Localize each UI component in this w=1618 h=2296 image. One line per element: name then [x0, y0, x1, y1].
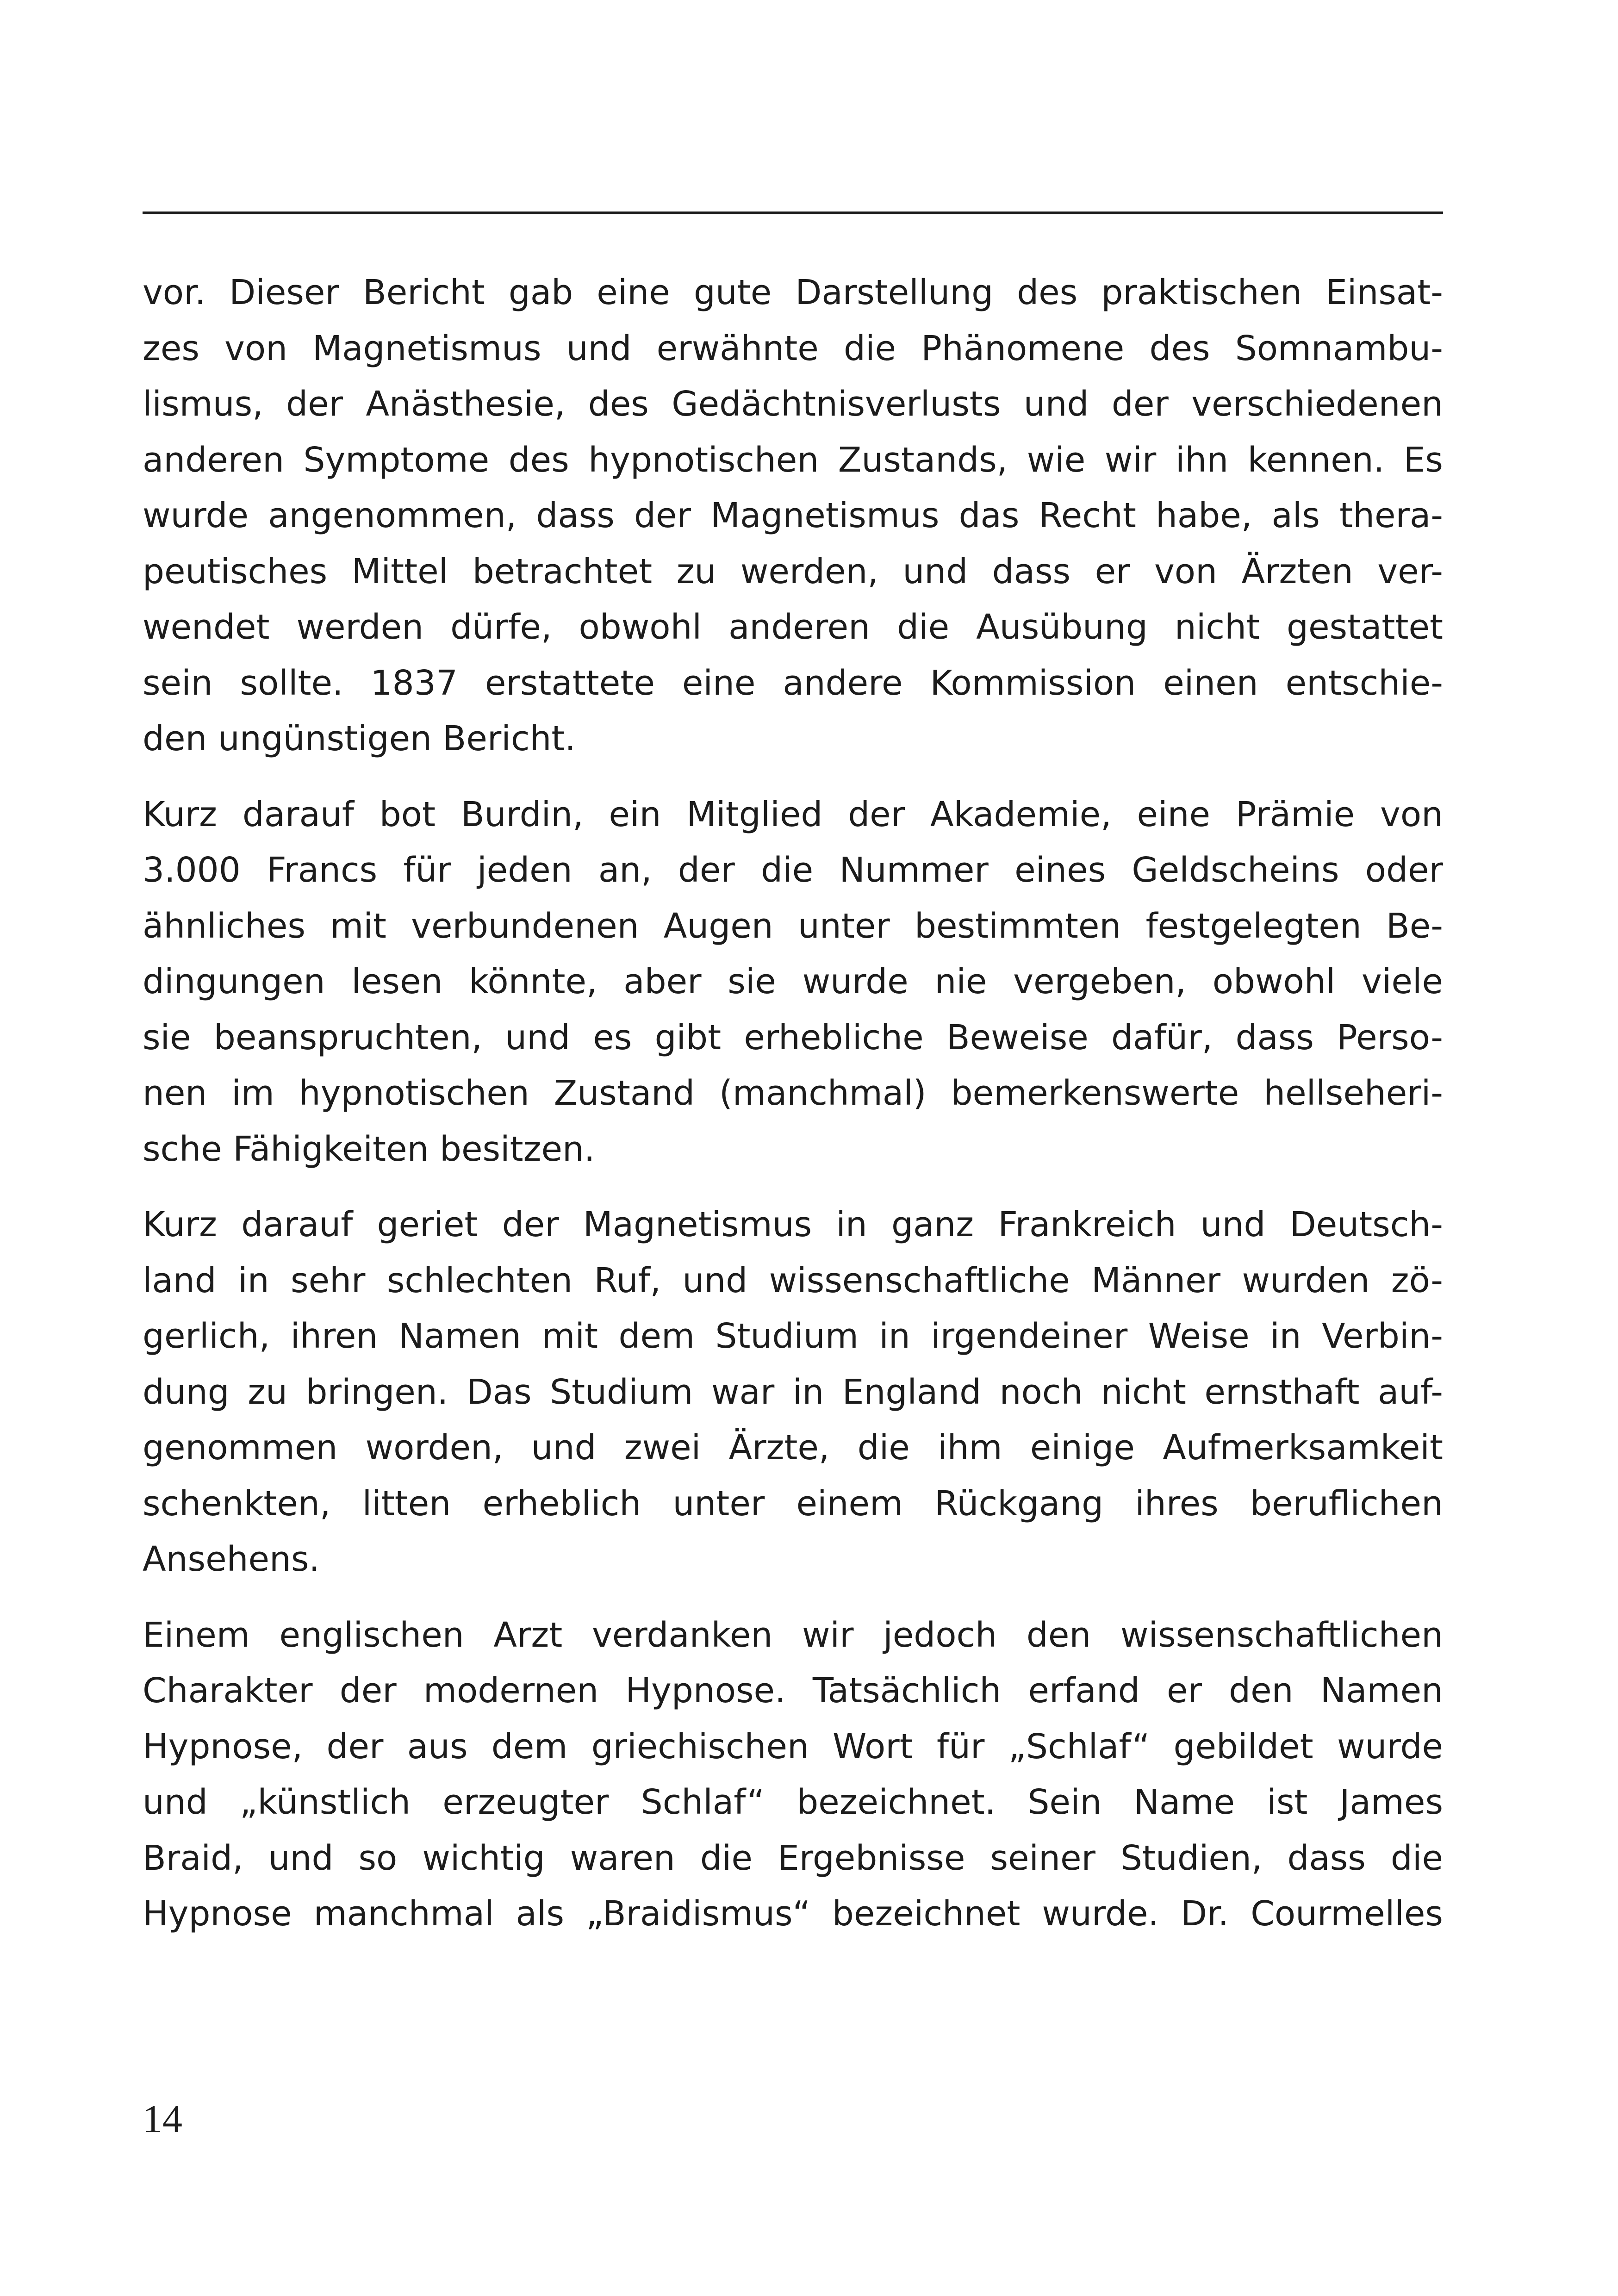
- text-line: anderen Symptome des hypnotischen Zustands, wie wir ihn kennen. Es: [143, 440, 1443, 480]
- text-line: Braid, und so wichtig waren die Ergebnisse seiner Studien, dass die: [143, 1838, 1443, 1878]
- text-line: dung zu bringen. Das Studium war in England noch nicht ernsthaft auf-: [143, 1372, 1443, 1412]
- text-line: Kurz darauf bot Burdin, ein Mitglied der Akademie, eine Prämie von: [143, 794, 1443, 834]
- paragraph-4: [143, 1607, 1443, 1942]
- text-line: Einem englischen Arzt verdanken wir jedoch den wissenschaftlichen: [143, 1615, 1443, 1655]
- paragraph-3: [143, 1197, 1443, 1587]
- header-rule: [143, 212, 1443, 214]
- text-line: zes von Magnetismus und erwähnte die Phänomene des Somnambu-: [143, 328, 1443, 368]
- body-text: [143, 265, 1443, 1962]
- text-line: schenkten, litten erheblich unter einem Rückgang ihres beruflichen: [143, 1483, 1443, 1524]
- text-line: 3.000 Francs für jeden an, der die Nummer eines Geldscheins oder: [143, 850, 1443, 890]
- text-line: Hypnose manchmal als „Braidismus“ bezeichnet wurde. Dr. Courmelles: [143, 1894, 1443, 1934]
- text-line: sie beanspruchten, und es gibt erhebliche Beweise dafür, dass Perso-: [143, 1017, 1443, 1058]
- text-line: peutisches Mittel betrachtet zu werden, und dass er von Ärzten ver-: [143, 551, 1443, 591]
- text-line: nen im hypnotischen Zustand (manchmal) bemerkenswerte hellseheri-: [143, 1073, 1443, 1113]
- text-line: lismus, der Anästhesie, des Gedächtnisverlusts und der verschiedenen: [143, 384, 1443, 424]
- text-line: wendet werden dürfe, obwohl anderen die Ausübung nicht gestattet: [143, 607, 1443, 647]
- paragraph-2: [143, 787, 1443, 1177]
- page-number: 14: [143, 2097, 182, 2141]
- paragraph-1: [143, 265, 1443, 767]
- text-line: den ungünstigen Bericht.: [143, 719, 576, 759]
- text-line: sein sollte. 1837 erstattete eine andere Kommission einen entschie-: [143, 663, 1443, 703]
- text-line: dingungen lesen könnte, aber sie wurde nie vergeben, obwohl viele: [143, 962, 1443, 1002]
- text-line: genommen worden, und zwei Ärzte, die ihm einige Aufmerksamkeit: [143, 1428, 1443, 1468]
- text-line: gerlich, ihren Namen mit dem Studium in irgendeiner Weise in Verbin-: [143, 1316, 1443, 1356]
- text-line: und „künstlich erzeugter Schlaf“ bezeichnet. Sein Name ist James: [143, 1782, 1443, 1822]
- text-line: Charakter der modernen Hypnose. Tatsächlich erfand er den Namen: [143, 1671, 1443, 1711]
- text-line: ähnliches mit verbundenen Augen unter bestimmten festgelegten Be-: [143, 906, 1443, 946]
- text-line: Hypnose, der aus dem griechischen Wort für „Schlaf“ gebildet wurde: [143, 1726, 1443, 1767]
- text-line: wurde angenommen, dass der Magnetismus das Recht habe, als thera-: [143, 496, 1443, 535]
- text-line: land in sehr schlechten Ruf, und wissenschaftliche Männer wurden zö-: [143, 1260, 1443, 1300]
- text-line: Ansehens.: [143, 1539, 320, 1579]
- text-line: sche Fähigkeiten besitzen.: [143, 1129, 595, 1169]
- text-line: Kurz darauf geriet der Magnetismus in ganz Frankreich und Deutsch-: [143, 1205, 1443, 1244]
- text-line: vor. Dieser Bericht gab eine gute Darstellung des praktischen Einsat-: [143, 273, 1443, 312]
